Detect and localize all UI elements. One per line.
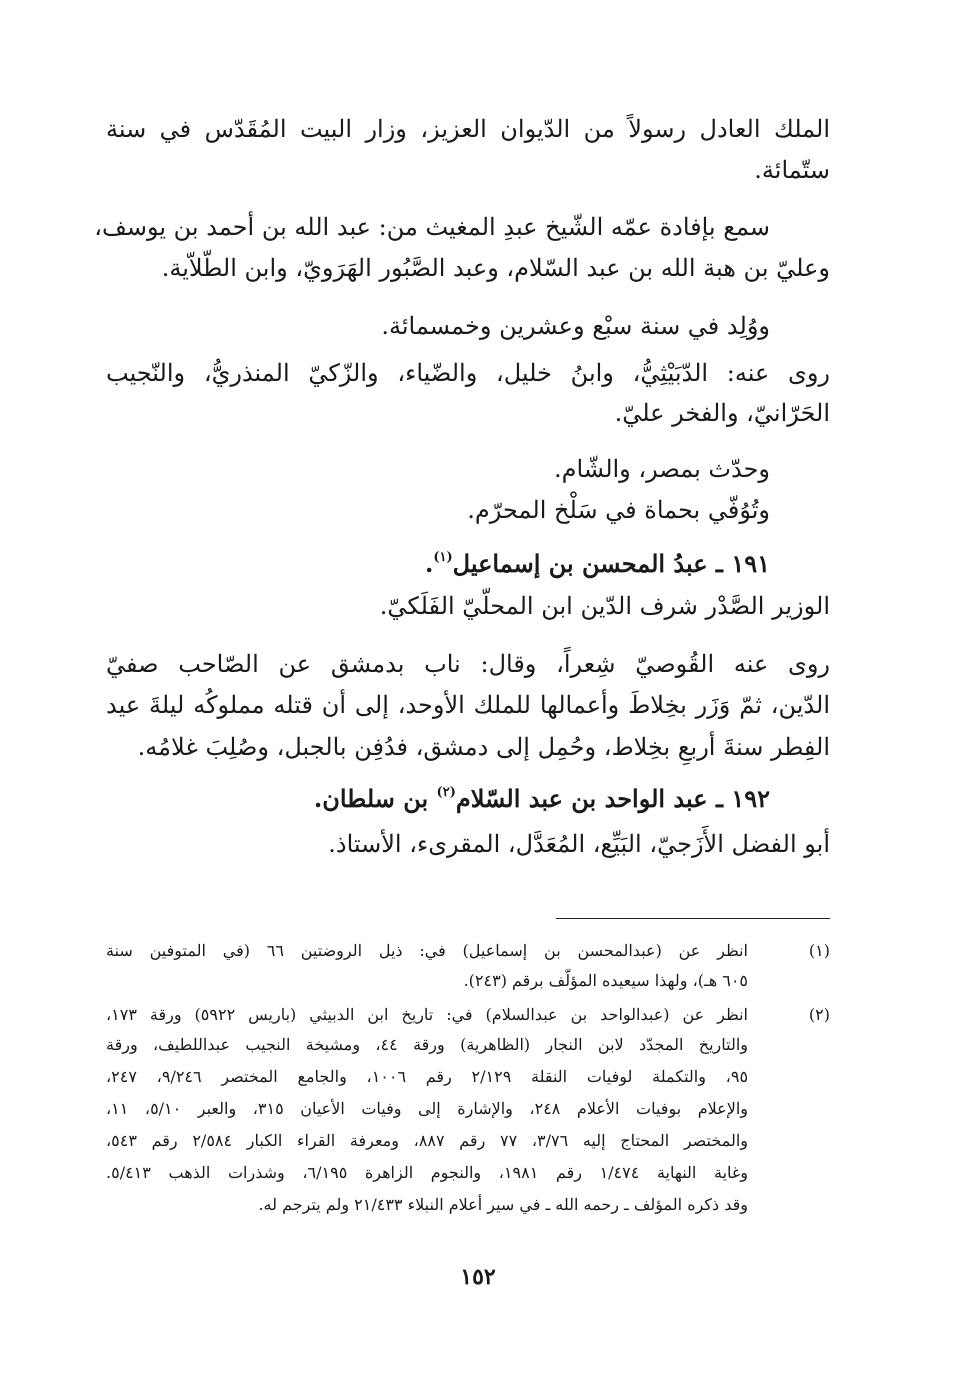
footnote-line: والتاريخ المجدّد لابن النجار (الظاهرية) ورقة ٤٤، ومشيخة النجيب عبداللطيف، ورقة (106, 1035, 748, 1054)
text-line: الوزير الصَّدْر شرف الدّين ابن المحلّيّ الفَلَكيّ. (379, 592, 830, 620)
footnote-line: انظر عن (عبدالواحد بن عبدالسلام) في: تاريخ ابن الدبيثي (باريس ٥٩٢٢) ورقة ١٧٣، (106, 1005, 748, 1024)
text-line: الدّين، ثمّ وَزَر بخِلاطَ وأعمالها للملك الأوحد، إلى أن قتله مملوكُه ليلةَ عيد (106, 691, 830, 719)
footnote-line: والمختصر المحتاج إليه ٣/٧٦، ٧٧ رقم ٨٨٧، ومعرفة القراء الكبار ٢/٥٨٤ رقم ٥٤٣، (106, 1131, 748, 1150)
text-line: الملك العادل رسولاً من الدّيوان العزيز، وزار البيت المُقَدّس في سنة (106, 115, 830, 143)
entry-192-heading (314, 780, 770, 818)
text-line: وعليّ بن هبة الله بن عبد السّلام، وعبد الصَّبُور الهَرَويّ، وابن الطّلاّية. (161, 254, 830, 282)
footnote-line: والإعلام بوفيات الأعلام ٢٤٨، والإشارة إلى وفيات الأعيان ٣١٥، والعبر ٥/١٠، ١١، (106, 1099, 749, 1118)
text-line: روى عنه: الدّبَيْثِيُّ، وابنُ خليل، والضّياء، والزّكيّ المنذريُّ، والنّجيب (106, 359, 830, 387)
page-number: ١٥٢ (460, 1264, 496, 1290)
heading-end: بن سلطان. (313, 784, 429, 813)
entry-title: ١٩٢ ـ عبد الواحد بن عبد السّلام (455, 784, 770, 813)
text-line: وتُوُفّي بحماة في سَلْخ المحرّم. (467, 496, 770, 524)
text-line: سمع بإفادة عمّه الشّيخ عبدِ المغيث من: عبد الله بن أحمد بن يوسف، (94, 213, 770, 241)
footnote-number: (٢) (808, 1005, 830, 1024)
entry-title: ١٩١ ـ عبدُ المحسن بن إسماعيل (452, 549, 770, 578)
footnote-line: وغاية النهاية ١/٤٧٤ رقم ١٩٨١، والنجوم الزاهرة ٦/١٩٥، وشذرات الذهب ٥/٤١٣. (106, 1163, 748, 1182)
entry-191-heading (425, 545, 770, 583)
footnote-line: انظر عن (عبدالمحسن بن إسماعيل) في: ذيل الروضتين ٦٦ (في المتوفين سنة (106, 941, 749, 960)
text-line: روى عنه القُوصيّ شِعراً، وقال: ناب بدمشق عن الصّاحب صفيّ (106, 650, 830, 678)
heading-end: . (425, 549, 434, 578)
footnote-separator (556, 918, 830, 919)
text-line: أبو الفضل الأَزَجيّ، البَيِّع، المُعَدَّل، المقرىء، الأستاذ. (328, 830, 830, 858)
footnote-line: وقد ذكره المؤلف ـ رحمه الله ـ في سير أعلام النبلاء ٢١/٤٣٣ ولم يترجم له. (258, 1195, 748, 1214)
text-line: الحَرّانيّ، والفخر عليّ. (614, 399, 830, 427)
text-line: ووُلِد في سنة سبْع وعشرين وخمسمائة. (381, 312, 770, 340)
text-line: الفِطر سنةَ أربعِ بخِلاط، وحُمِل إلى دمشق، فدُفِن بالجبل، وصُلِبَ غلامُه. (137, 733, 830, 761)
footnote-ref: (١) (433, 550, 453, 565)
footnote-ref: (٢) (436, 785, 456, 800)
footnote-line: ٩٥، والتكملة لوفيات النقلة ٢/١٢٩ رقم ١٠٠٦، والجامع المختصر ٩/٢٤٦، ٢٤٧، (106, 1067, 749, 1086)
footnote-line: ٦٠٥ هـ)، ولهذا سيعيده المؤلّف برقم (٢٤٣). (463, 971, 748, 990)
text-line: ستّمائة. (754, 156, 830, 184)
footnote-number: (١) (808, 941, 830, 960)
text-line: وحدّث بمصر، والشّام. (553, 455, 770, 483)
